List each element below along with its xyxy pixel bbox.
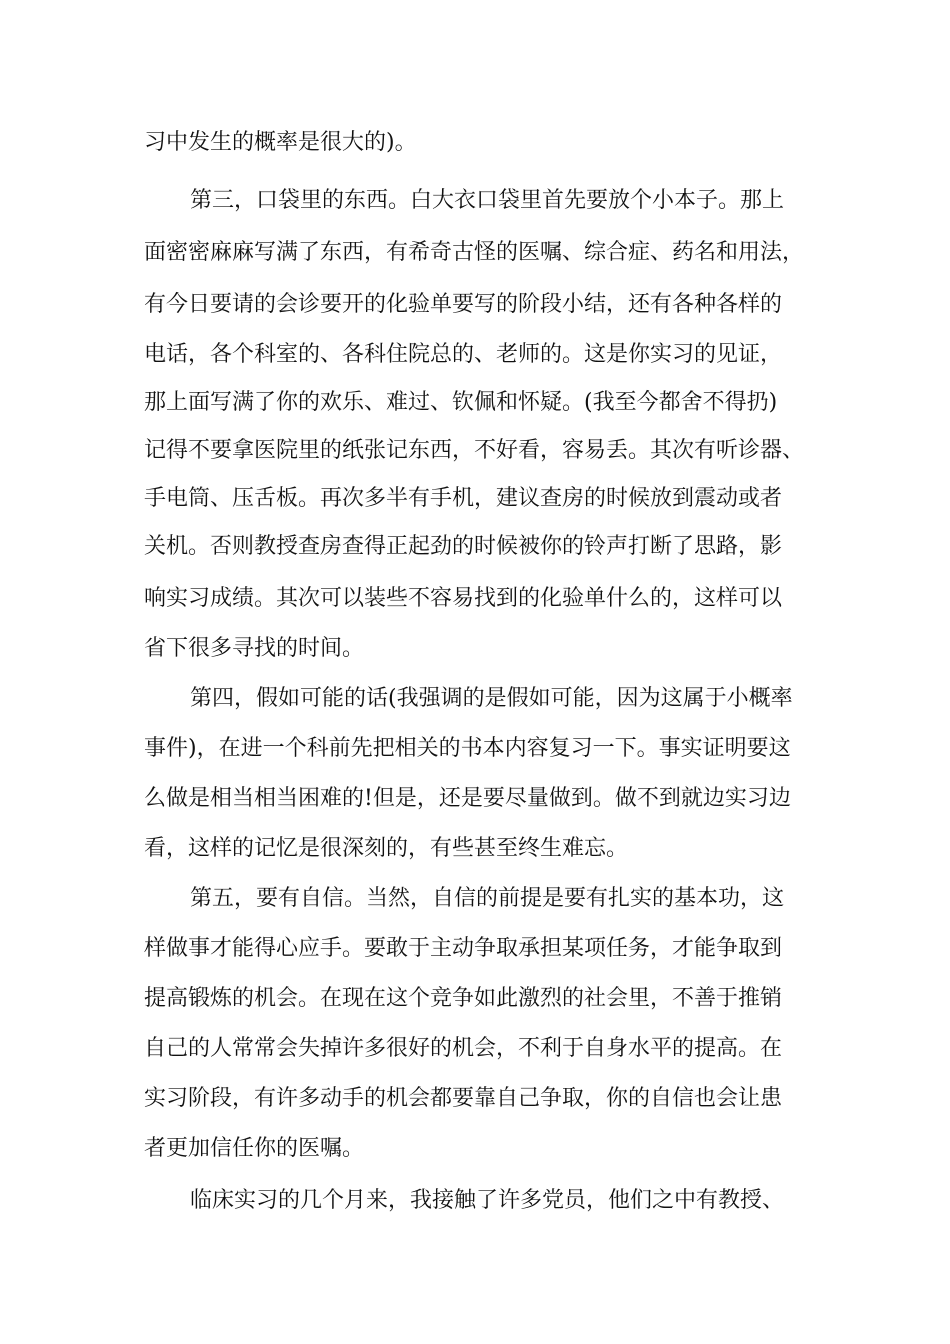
text-line: 习中发生的概率是很大的)。 bbox=[144, 130, 417, 155]
text-line: 自己的人常常会失掉许多很好的机会，不利于自身水平的提高。在 bbox=[144, 1036, 783, 1061]
text-line: 事件)，在进一个科前先把相关的书本内容复习一下。事实证明要这 bbox=[144, 736, 791, 761]
paragraph-start-line: 第三，口袋里的东西。白大衣口袋里首先要放个小本子。那上 bbox=[190, 188, 785, 213]
text-line: 手电筒、压舌板。再次多半有手机，建议查房的时候放到震动或者 bbox=[144, 486, 783, 511]
paragraph-start-line: 第四，假如可能的话(我强调的是假如可能，因为这属于小概率 bbox=[190, 686, 793, 711]
text-line: 看，这样的记忆是很深刻的，有些甚至终生难忘。 bbox=[144, 836, 629, 861]
text-line: 样做事才能得心应手。要敢于主动争取承担某项任务，才能争取到 bbox=[144, 936, 783, 961]
paragraph-start-line: 第五，要有自信。当然，自信的前提是要有扎实的基本功，这 bbox=[190, 886, 785, 911]
text-line: 省下很多寻找的时间。 bbox=[144, 636, 365, 661]
text-line: 那上面写满了你的欢乐、难过、钦佩和怀疑。(我至今都舍不得扔) bbox=[144, 390, 778, 415]
text-line: 提高锻炼的机会。在现在这个竞争如此激烈的社会里，不善于推销 bbox=[144, 986, 783, 1011]
text-line: 电话，各个科室的、各科住院总的、老师的。这是你实习的见证， bbox=[144, 342, 783, 367]
text-line: 关机。否则教授查房查得正起劲的时候被你的铃声打断了思路，影 bbox=[144, 534, 783, 559]
text-line: 者更加信任你的医嘱。 bbox=[144, 1136, 365, 1161]
text-line: 实习阶段，有许多动手的机会都要靠自己争取，你的自信也会让患 bbox=[144, 1086, 783, 1111]
text-line: 么做是相当相当困难的!但是，还是要尽量做到。做不到就边实习边 bbox=[144, 786, 791, 811]
paragraph-start-line: 临床实习的几个月来，我接触了许多党员，他们之中有教授、 bbox=[190, 1188, 785, 1213]
text-line: 响实习成绩。其次可以装些不容易找到的化验单什么的，这样可以 bbox=[144, 586, 783, 611]
text-line: 面密密麻麻写满了东西，有希奇古怪的医嘱、综合症、药名和用法， bbox=[144, 240, 805, 265]
text-line: 记得不要拿医院里的纸张记东西，不好看，容易丢。其次有听诊器、 bbox=[144, 438, 805, 463]
text-line: 有今日要请的会诊要开的化验单要写的阶段小结，还有各种各样的 bbox=[144, 292, 783, 317]
